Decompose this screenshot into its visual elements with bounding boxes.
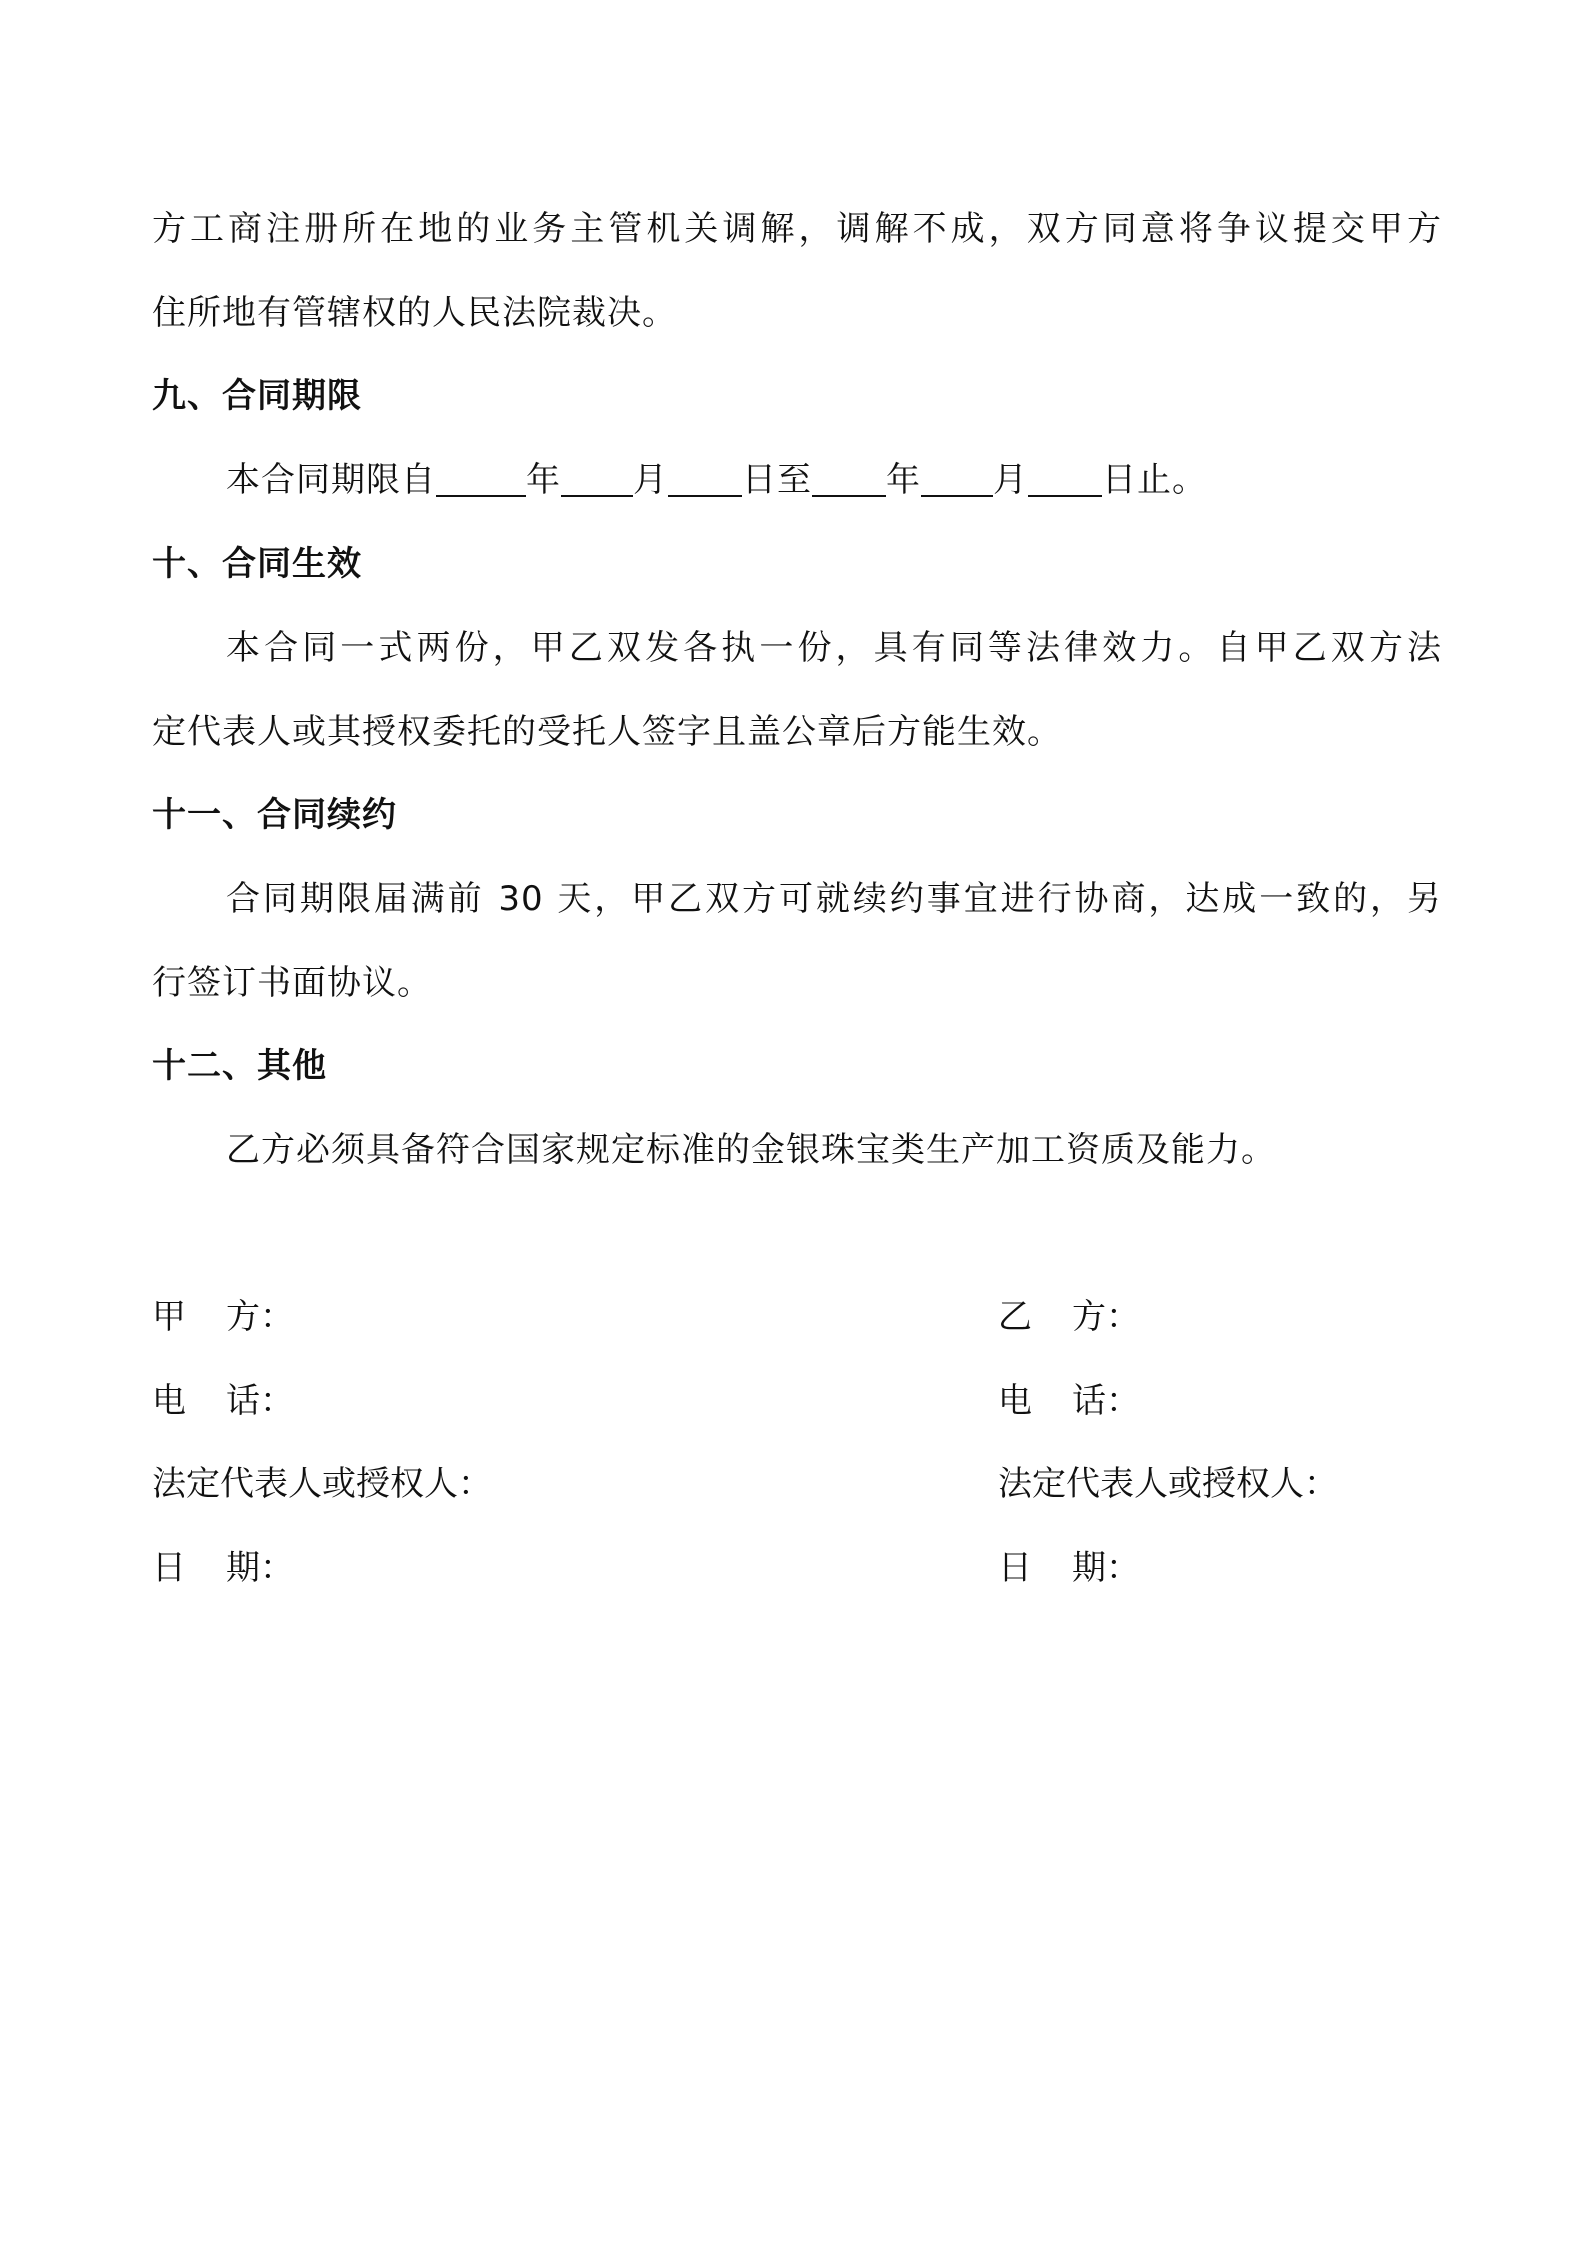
party-a-phone-char-2: 话： bbox=[226, 1381, 294, 1421]
term-day-to: 日至 bbox=[742, 460, 812, 500]
day-end-blank bbox=[1028, 465, 1102, 497]
party-b-date-char-1: 日 bbox=[998, 1548, 1032, 1588]
party-b-label-char-2: 方： bbox=[1072, 1297, 1140, 1337]
party-b-name-label bbox=[998, 1297, 1140, 1337]
month-start-blank bbox=[561, 465, 633, 497]
party-a-label-char-2: 方： bbox=[226, 1297, 294, 1337]
term-month-1: 月 bbox=[633, 460, 668, 500]
paragraph-dispute-line-1: 方工商注册所在地的业务主管机关调解，调解不成，双方同意将争议提交甲方 bbox=[152, 209, 1442, 249]
party-b-phone-label bbox=[998, 1381, 1140, 1421]
term-year-1: 年 bbox=[526, 460, 561, 500]
paragraph-contract-renewal-line-2: 行签订书面协议。 bbox=[152, 963, 432, 1003]
paragraph-contract-term bbox=[226, 460, 1207, 500]
party-b-label-char-1: 乙 bbox=[998, 1297, 1032, 1337]
year-end-blank bbox=[812, 465, 886, 497]
paragraph-contract-effect-line-1: 本合同一式两份，甲乙双发各执一份，具有同等法律效力。自甲乙双方法 bbox=[226, 628, 1442, 668]
term-prefix: 本合同期限自 bbox=[226, 460, 436, 500]
party-a-date-char-2: 期： bbox=[226, 1548, 294, 1588]
party-a-date-label bbox=[152, 1548, 294, 1588]
party-b-date-char-2: 期： bbox=[1072, 1548, 1140, 1588]
party-a-phone-char-1: 电 bbox=[152, 1381, 186, 1421]
paragraph-contract-effect-line-2: 定代表人或其授权委托的受托人签字且盖公章后方能生效。 bbox=[152, 712, 1062, 752]
party-b-phone-char-2: 话： bbox=[1072, 1381, 1140, 1421]
party-a-date-char-1: 日 bbox=[152, 1548, 186, 1588]
heading-contract-term: 九、合同期限 bbox=[152, 376, 362, 416]
heading-contract-renewal: 十一、合同续约 bbox=[152, 795, 397, 835]
paragraph-other: 乙方必须具备符合国家规定标准的金银珠宝类生产加工资质及能力。 bbox=[226, 1130, 1276, 1170]
month-end-blank bbox=[921, 465, 993, 497]
heading-contract-effect: 十、合同生效 bbox=[152, 544, 362, 584]
party-b-date-label bbox=[998, 1548, 1140, 1588]
party-a-phone-label bbox=[152, 1381, 294, 1421]
party-b-phone-char-1: 电 bbox=[998, 1381, 1032, 1421]
term-day-end: 日止。 bbox=[1102, 460, 1207, 500]
heading-other: 十二、其他 bbox=[152, 1046, 327, 1086]
party-b-representative-label: 法定代表人或授权人： bbox=[998, 1464, 1338, 1504]
year-start-blank bbox=[436, 465, 526, 497]
term-month-2: 月 bbox=[993, 460, 1028, 500]
party-a-name-label bbox=[152, 1297, 294, 1337]
term-year-2: 年 bbox=[886, 460, 921, 500]
paragraph-dispute-line-2: 住所地有管辖权的人民法院裁决。 bbox=[152, 293, 677, 333]
party-a-representative-label: 法定代表人或授权人： bbox=[152, 1464, 492, 1504]
party-a-label-char-1: 甲 bbox=[152, 1297, 186, 1337]
day-start-blank bbox=[668, 465, 742, 497]
paragraph-contract-renewal-line-1: 合同期限届满前 30 天，甲乙双方可就续约事宜进行协商，达成一致的，另 bbox=[226, 879, 1442, 919]
